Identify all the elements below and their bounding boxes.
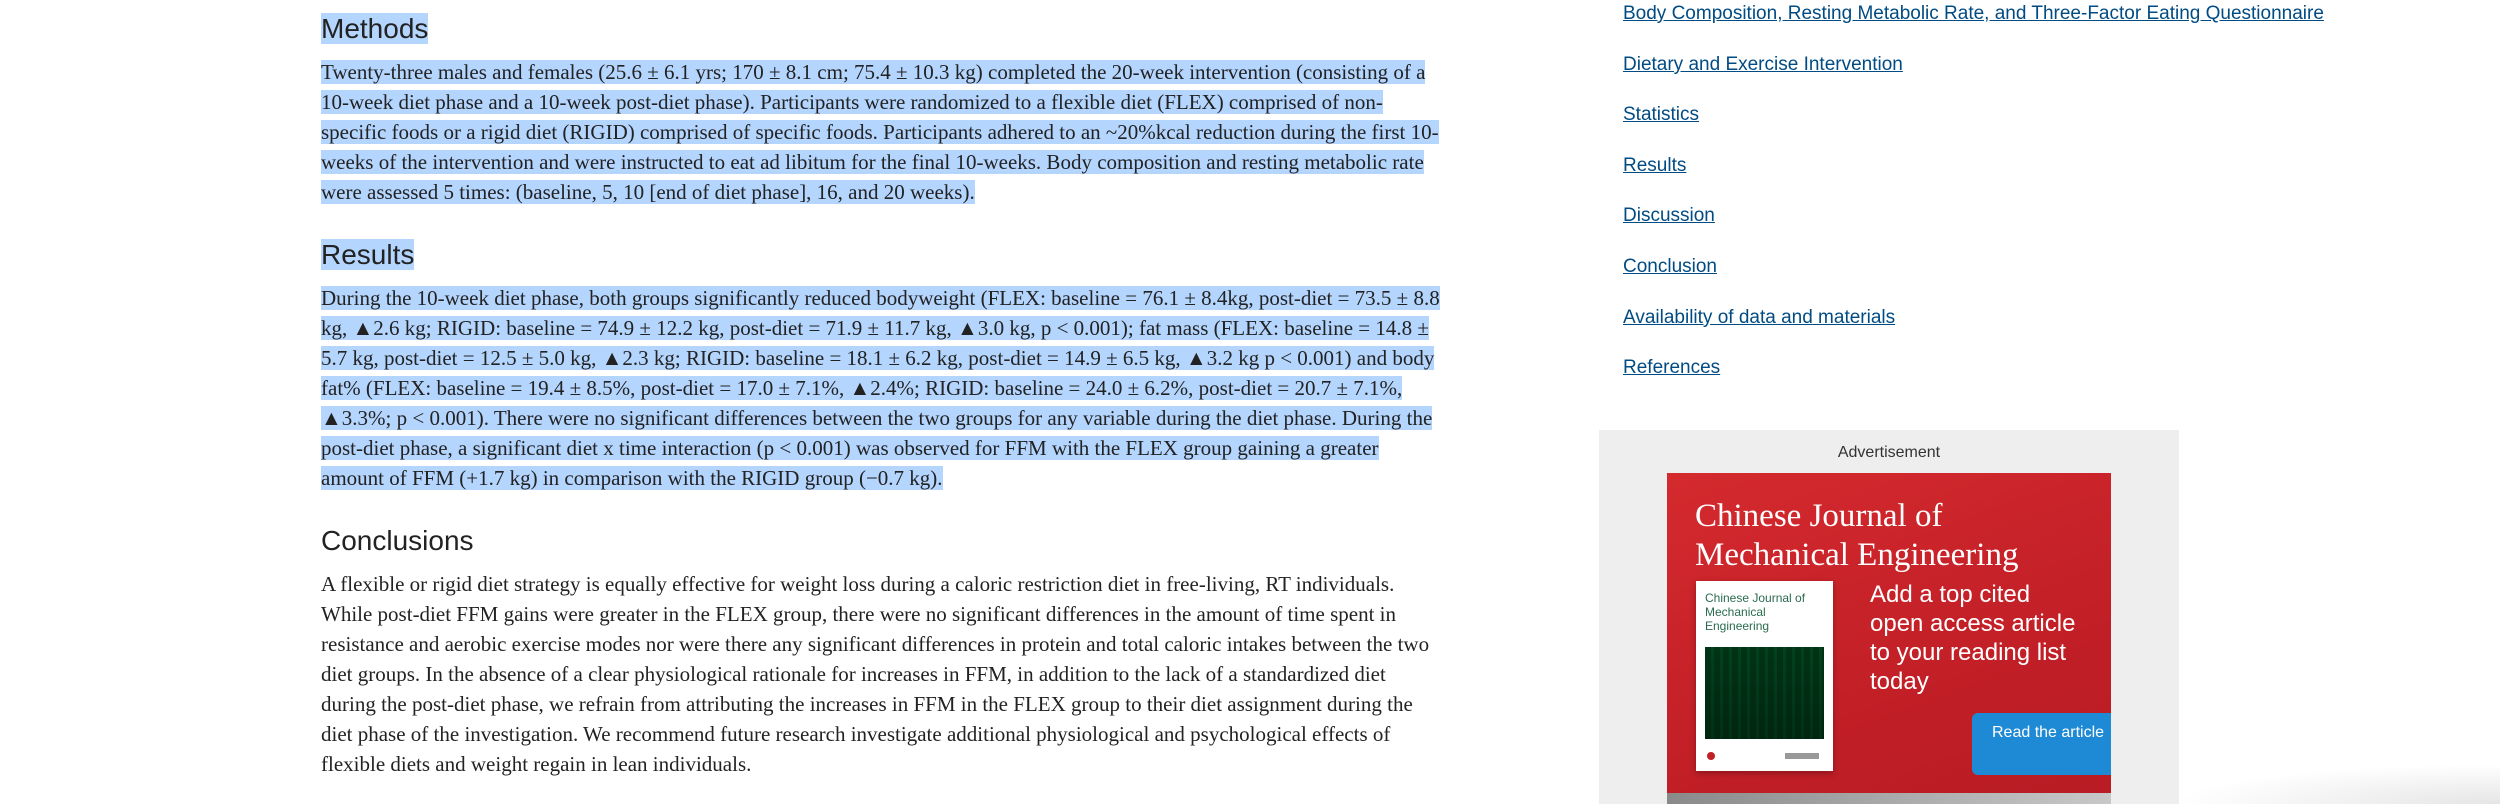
cover-publisher-logos <box>1705 749 1824 763</box>
toc-link-dietary-exercise[interactable]: Dietary and Exercise Intervention <box>1623 54 1903 75</box>
toc-link-availability[interactable]: Availability of data and materials <box>1623 307 1896 328</box>
page-corner-shadow <box>2170 764 2500 804</box>
toc-link-results[interactable]: Results <box>1623 155 1687 176</box>
results-heading: Results <box>321 239 415 270</box>
toc-link-conclusion[interactable]: Conclusion <box>1623 256 1717 277</box>
methods-paragraph <box>321 57 1441 207</box>
methods-section <box>321 11 428 47</box>
toc-link-references[interactable]: References <box>1623 357 1721 378</box>
conclusions-heading: Conclusions <box>321 525 474 556</box>
conclusions-section <box>321 523 474 559</box>
toc-link-discussion[interactable]: Discussion <box>1623 205 1715 226</box>
methods-heading: Methods <box>321 13 429 44</box>
read-article-button[interactable]: Read the article <box>1972 713 2111 775</box>
advertisement-label: Advertisement <box>1837 444 1941 461</box>
journal-cover-image <box>1696 581 1833 771</box>
results-section <box>321 237 414 273</box>
publisher-logo-icon <box>1705 749 1824 763</box>
ad-bottom-strip <box>1667 793 2111 804</box>
advertisement <box>1599 430 2179 804</box>
ad-banner[interactable] <box>1667 473 2111 804</box>
toc-link-body-composition[interactable]: Body Composition, Resting Metabolic Rate, and Three-Factor Eating Questionnaire <box>1623 3 2324 24</box>
methods-text: Twenty-three males and females (25.6 ± 6.1 yrs; 170 ± 8.1 cm; 75.4 ± 10.3 kg) completed the 20-week intervention (consisting of a 10-week diet phase and a 10-week post-diet phase). Participants were randomized to a flexible diet (FLEX) comprised of non-specific foods or a rigid diet (RIGID) comprised of specific foods. Participants adhered to an ~20%kcal reduction during the first 10-weeks of the intervention and were instructed to eat ad libitum for the final 10-weeks. Body composition and resting metabolic rate were assessed 5 times: (baseline, 5, 10 [end of diet phase], 16, and 20 weeks). <box>321 60 1439 204</box>
results-text: During the 10-week diet phase, both groups significantly reduced bodyweight (FLEX: baseline = 76.1 ± 8.4kg, post-diet = 73.5 ± 8.8 kg, ▲2.6 kg; RIGID: baseline = 74.9 ± 12.2 kg, post-diet = 71.9 ± 11.7 kg, ▲3.0 kg, p < 0.001); fat mass (FLEX: baseline = 14.8 ± 5.7 kg, post-diet = 12.5 ± 5.0 kg, ▲2.3 kg; RIGID: baseline = 18.1 ± 6.2 kg, post-diet = 14.9 ± 6.5 kg, ▲3.2 kg p < 0.001) and body fat% (FLEX: baseline = 19.4 ± 8.5%, post-diet = 17.0 ± 7.1%, ▲2.4%; RIGID: baseline = 24.0 ± 6.2%, post-diet = 20.7 ± 7.1%, ▲3.3%; p < 0.001). There were no significant differences between the two groups for any variable during the diet phase. During the post-diet phase, a significant diet x time interaction (p < 0.001) was observed for FFM with the FLEX group gaining a greater amount of FFM (+1.7 kg) in comparison with the RIGID group (−0.7 kg). <box>321 286 1440 490</box>
ad-journal-title: Chinese Journal of Mechanical Engineering <box>1695 498 2019 573</box>
cover-circuit-graphic <box>1705 647 1824 739</box>
toc-link-statistics[interactable]: Statistics <box>1623 104 1700 125</box>
cover-title: Chinese Journal of Mechanical Engineering <box>1705 591 1806 633</box>
ad-tagline: Add a top cited open access article to your reading list today <box>1870 581 2076 695</box>
conclusions-paragraph: A flexible or rigid diet strategy is equally effective for weight loss during a caloric restriction diet in free-living, RT individuals. While post-diet FFM gains were greater in the FLEX group, there were no significant differences in the amount of time spent in resistance and aerobic exercise modes nor were there any significant differences in protein and total caloric intakes between the two diet groups. In the absence of a clear physiological rationale for increases in FFM, in addition to the lack of a standardized diet during the post-diet phase, we refrain from attributing the increases in FFM in the FLEX group to their diet assignment during the diet phase of the investigation. We recommend future research investigate additional physiological and psychological effects of flexible diets and weight regain in lean individuals. <box>321 572 1430 776</box>
results-paragraph <box>321 283 1441 493</box>
